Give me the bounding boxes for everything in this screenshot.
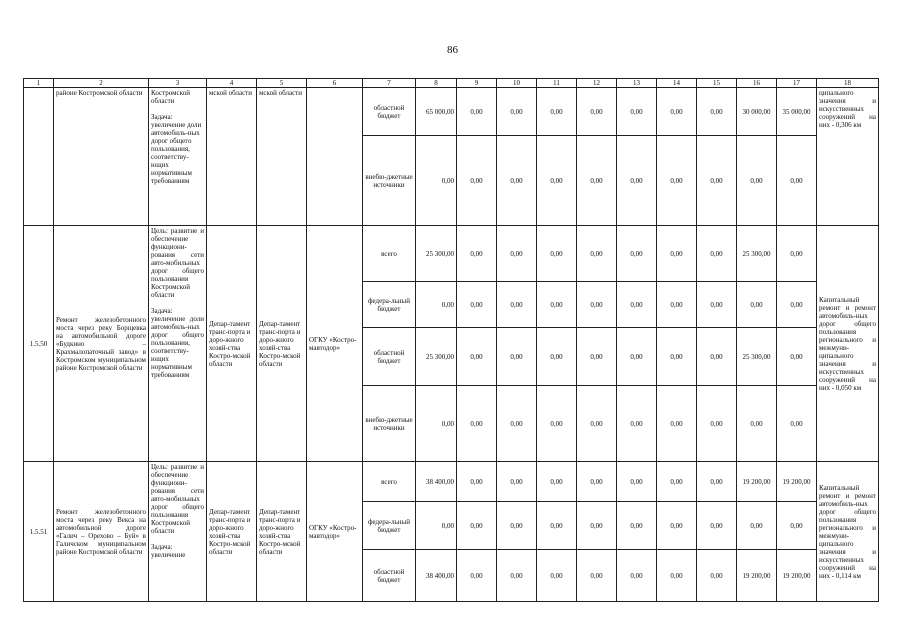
- amount-cell: 0,00: [697, 136, 737, 226]
- co-executor: Депар-тамент транс-порта и доро-жного хозяй-ства Костро-мской области: [257, 462, 307, 602]
- amount-cell: 0,00: [497, 502, 537, 550]
- header-cell: 10: [497, 79, 537, 88]
- header-cell: 15: [697, 79, 737, 88]
- amount-cell: 0,00: [457, 462, 497, 502]
- measure-name: районе Костромской области: [54, 88, 149, 226]
- amount-cell: 0,00: [617, 462, 657, 502]
- header-cell: 4: [207, 79, 257, 88]
- funding-source: федера-льный бюджет: [363, 502, 416, 550]
- amount-cell: 0,00: [657, 386, 697, 462]
- funding-source: внебю-джетные источники: [363, 136, 416, 226]
- co-executor: мской области: [257, 88, 307, 226]
- amount-cell: 0,00: [777, 226, 817, 282]
- measure-name: Ремонт железобетонного моста через реку Векса на автомобильной дороге «Галич – Орехово – Буй» в Галичском муниципальном районе Костромской области: [54, 462, 149, 602]
- amount-cell: 0,00: [657, 88, 697, 136]
- amount-cell: 0,00: [617, 386, 657, 462]
- table-row: [24, 226, 879, 282]
- program-table: [23, 78, 879, 602]
- amount-cell: 0,00: [537, 282, 577, 328]
- amount-cell: 0,00: [657, 282, 697, 328]
- amount-cell: 0,00: [777, 386, 817, 462]
- amount-cell: 0,00: [617, 502, 657, 550]
- amount-cell: 0,00: [537, 462, 577, 502]
- amount-cell: 0,00: [697, 226, 737, 282]
- amount-cell: 0,00: [497, 136, 537, 226]
- amount-cell: 0,00: [497, 328, 537, 386]
- amount-cell: 0,00: [497, 282, 537, 328]
- amount-cell: 0,00: [537, 550, 577, 602]
- contractor: ОГКУ «Костро-мавтодор»: [307, 226, 363, 462]
- goal-task: Цель: развитие и обеспечение функциони-рования сети авто-мобильных дорог общего пользования Костромской области Задача: увеличение: [149, 462, 207, 602]
- amount-cell: 0,00: [537, 328, 577, 386]
- amount-cell: 0,00: [697, 462, 737, 502]
- amount-cell: 0,00: [697, 386, 737, 462]
- amount-cell: 0,00: [697, 550, 737, 602]
- amount-cell: 0,00: [617, 282, 657, 328]
- amount-cell: 30 000,00: [737, 88, 777, 136]
- amount-cell: 0,00: [537, 226, 577, 282]
- funding-source: всего: [363, 226, 416, 282]
- header-cell: 14: [657, 79, 697, 88]
- amount-cell: 0,00: [657, 136, 697, 226]
- amount-cell: 0,00: [577, 550, 617, 602]
- amount-cell: 0,00: [457, 88, 497, 136]
- header-cell: 1: [24, 79, 54, 88]
- amount-cell: 0,00: [657, 226, 697, 282]
- amount-cell: 0,00: [657, 502, 697, 550]
- executor: Депар-тамент транс-порта и доро-жного хозяй-ства Костро-мской области: [207, 462, 257, 602]
- row-number: 1.5.50: [24, 226, 54, 462]
- header-cell: 16: [737, 79, 777, 88]
- amount-cell: 19 200,00: [777, 462, 817, 502]
- amount-cell: 0,00: [697, 282, 737, 328]
- funding-source: областной бюджет: [363, 550, 416, 602]
- amount-cell: 0,00: [617, 328, 657, 386]
- header-cell: 11: [537, 79, 577, 88]
- amount-cell: 0,00: [497, 386, 537, 462]
- header-cell: 9: [457, 79, 497, 88]
- header-cell: 5: [257, 79, 307, 88]
- amount-cell: 0,00: [416, 502, 457, 550]
- amount-cell: 0,00: [617, 226, 657, 282]
- header-row: [24, 79, 879, 88]
- header-cell: 7: [363, 79, 416, 88]
- amount-cell: 0,00: [497, 550, 537, 602]
- funding-source: федера-льный бюджет: [363, 282, 416, 328]
- amount-cell: 0,00: [657, 550, 697, 602]
- amount-cell: 0,00: [457, 136, 497, 226]
- co-executor: Депар-тамент транс-порта и доро-жного хозяй-ства Костро-мской области: [257, 226, 307, 462]
- funding-source: областной бюджет: [363, 328, 416, 386]
- header-cell: 12: [577, 79, 617, 88]
- result-indicator: Капитальный ремонт и ремонт автомобиль-ных дорог общего пользования регионального и межмуни-ципального значения и искусственных сооружений на них - 0,050 км: [817, 226, 879, 462]
- contractor: ОГКУ «Костро-мавтодор»: [307, 462, 363, 602]
- amount-cell: 0,00: [777, 136, 817, 226]
- amount-cell: 0,00: [497, 226, 537, 282]
- header-cell: 13: [617, 79, 657, 88]
- result-indicator: ципального значения и искусственных сооружений на них - 0,306 км: [817, 88, 879, 226]
- amount-cell: 0,00: [577, 88, 617, 136]
- amount-cell: 0,00: [617, 88, 657, 136]
- amount-cell: 0,00: [777, 282, 817, 328]
- executor: мской области: [207, 88, 257, 226]
- amount-cell: 0,00: [737, 502, 777, 550]
- header-cell: 8: [416, 79, 457, 88]
- amount-cell: 0,00: [577, 462, 617, 502]
- amount-cell: 38 400,00: [416, 550, 457, 602]
- funding-source: областной бюджет: [363, 88, 416, 136]
- amount-cell: 0,00: [537, 502, 577, 550]
- amount-cell: 0,00: [457, 282, 497, 328]
- amount-cell: 0,00: [737, 282, 777, 328]
- amount-cell: 0,00: [697, 88, 737, 136]
- amount-cell: 0,00: [457, 386, 497, 462]
- amount-cell: 0,00: [416, 282, 457, 328]
- amount-cell: 0,00: [577, 328, 617, 386]
- amount-cell: 0,00: [457, 226, 497, 282]
- amount-cell: 0,00: [577, 502, 617, 550]
- funding-source: всего: [363, 462, 416, 502]
- amount-cell: 25 300,00: [416, 328, 457, 386]
- page-number: 86: [447, 44, 458, 56]
- amount-cell: 0,00: [537, 88, 577, 136]
- header-cell: 3: [149, 79, 207, 88]
- row-number: [24, 88, 54, 226]
- header-cell: 2: [54, 79, 149, 88]
- executor: Депар-тамент транс-порта и доро-жного хозяй-ства Костро-мской области: [207, 226, 257, 462]
- amount-cell: 0,00: [617, 550, 657, 602]
- amount-cell: 0,00: [697, 328, 737, 386]
- amount-cell: 0,00: [416, 136, 457, 226]
- amount-cell: 19 200,00: [777, 550, 817, 602]
- amount-cell: 0,00: [497, 462, 537, 502]
- table-row: [24, 462, 879, 502]
- amount-cell: 35 000,00: [777, 88, 817, 136]
- header-cell: 6: [307, 79, 363, 88]
- amount-cell: 0,00: [577, 136, 617, 226]
- amount-cell: 0,00: [737, 136, 777, 226]
- header-cell: 18: [817, 79, 879, 88]
- amount-cell: 0,00: [457, 502, 497, 550]
- header-cell: 17: [777, 79, 817, 88]
- amount-cell: 0,00: [416, 386, 457, 462]
- contractor: [307, 88, 363, 226]
- amount-cell: 0,00: [457, 328, 497, 386]
- amount-cell: 0,00: [577, 386, 617, 462]
- amount-cell: 0,00: [457, 550, 497, 602]
- amount-cell: 0,00: [537, 386, 577, 462]
- measure-name: Ремонт железобетонного моста через реку Борщевка на автомобильной дороге «Будкино – Крахмалопаточный завод» в Костромском муниципальном районе Костромской области: [54, 226, 149, 462]
- result-indicator: Капитальный ремонт и ремонт автомобиль-ных дорог общего пользования регионального и межмуни-ципального значения и искусственных сооружений на них - 0,114 км: [817, 462, 879, 602]
- amount-cell: 19 200,00: [737, 550, 777, 602]
- amount-cell: 0,00: [577, 226, 617, 282]
- table-row: [24, 88, 879, 136]
- amount-cell: 0,00: [777, 328, 817, 386]
- amount-cell: 25 300,00: [737, 226, 777, 282]
- amount-cell: 19 200,00: [737, 462, 777, 502]
- amount-cell: 0,00: [577, 282, 617, 328]
- row-number: 1.5.51: [24, 462, 54, 602]
- amount-cell: 25 300,00: [737, 328, 777, 386]
- amount-cell: 0,00: [657, 462, 697, 502]
- amount-cell: 0,00: [777, 502, 817, 550]
- amount-cell: 0,00: [697, 502, 737, 550]
- amount-cell: 0,00: [657, 328, 697, 386]
- amount-cell: 25 300,00: [416, 226, 457, 282]
- amount-cell: 0,00: [497, 88, 537, 136]
- goal-task: Костромской области Задача: увеличение доли автомобиль-ных дорог общего пользования, соответству-ющих нормативным требованиям: [149, 88, 207, 226]
- funding-source: внебю-джетные источники: [363, 386, 416, 462]
- goal-task: Цель: развитие и обеспечение функциони-рования сети авто-мобильных дорог общего пользования Костромской области Задача: увеличение доли автомобиль-ных дорог общего пользования, соответству-ющих нормативным требованиям: [149, 226, 207, 462]
- amount-cell: 65 000,00: [416, 88, 457, 136]
- amount-cell: 0,00: [537, 136, 577, 226]
- amount-cell: 0,00: [737, 386, 777, 462]
- amount-cell: 0,00: [617, 136, 657, 226]
- amount-cell: 38 400,00: [416, 462, 457, 502]
